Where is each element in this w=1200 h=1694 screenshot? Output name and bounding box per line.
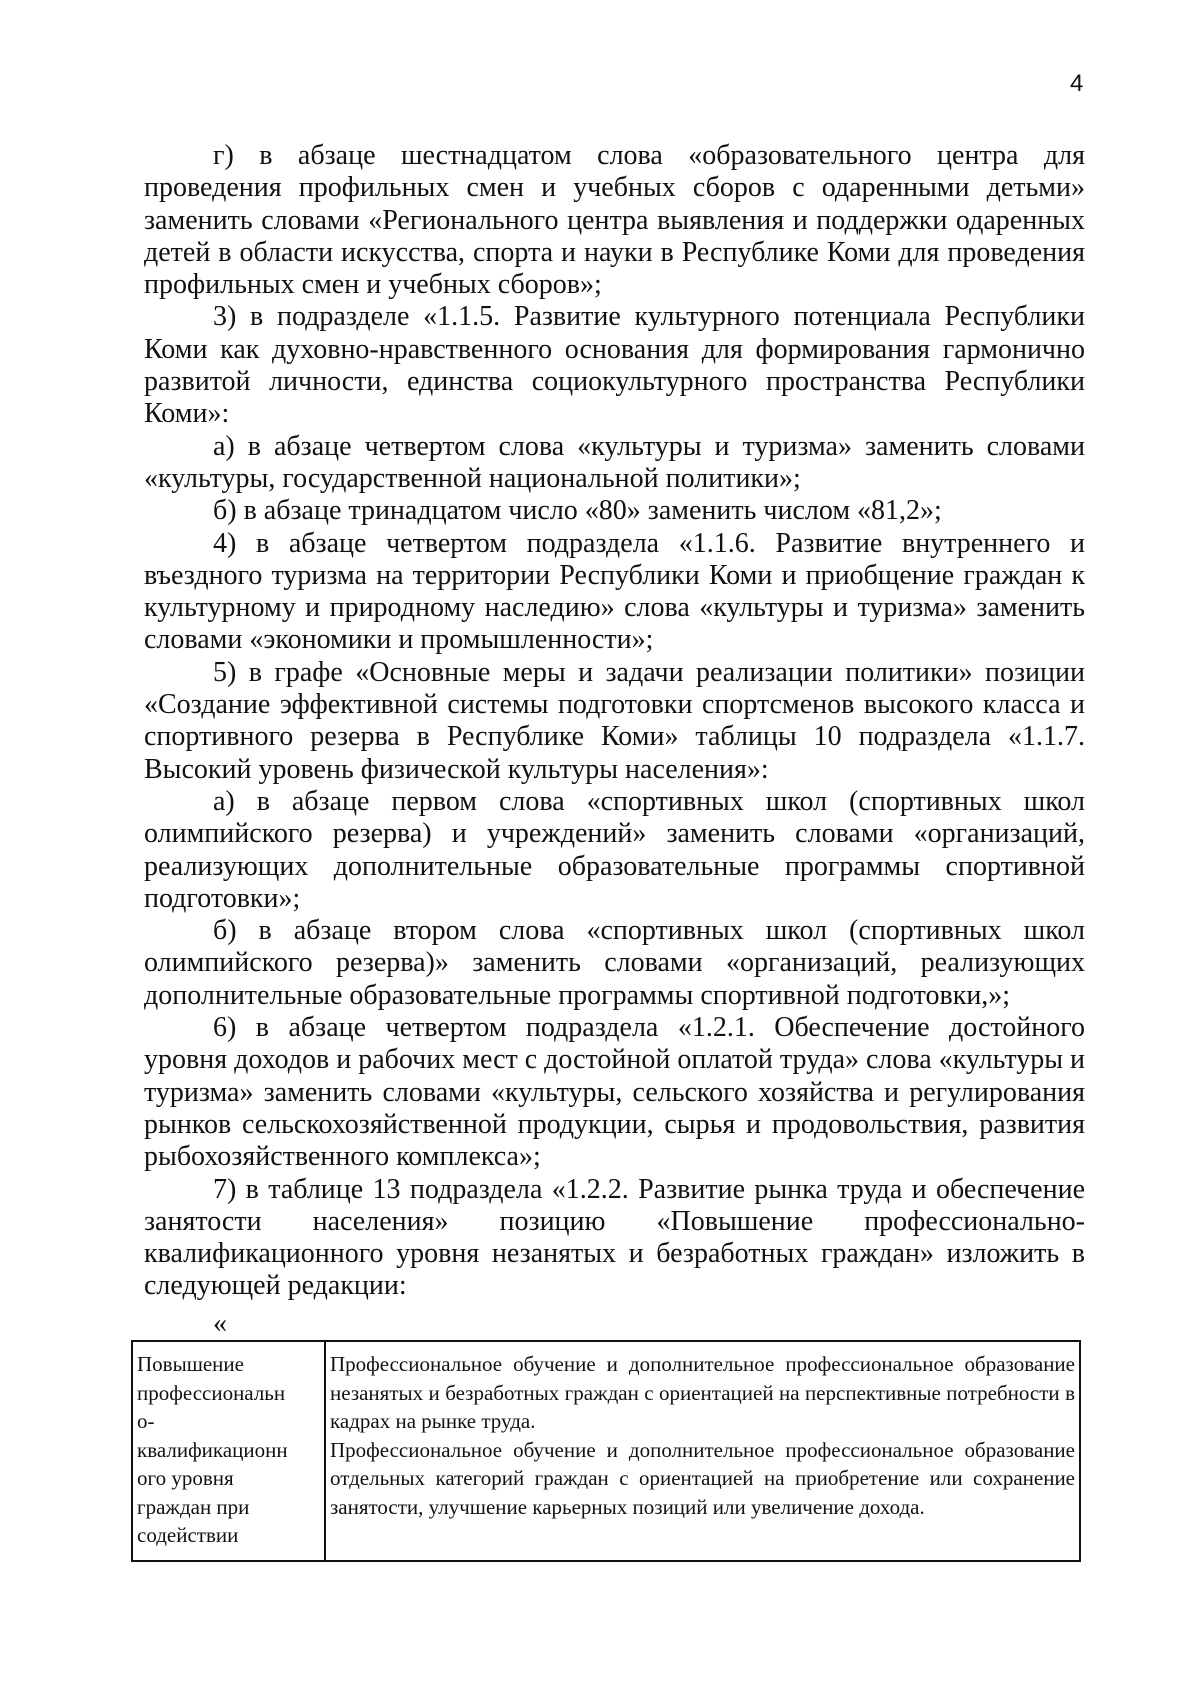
opening-quote-mark: « [213,1308,227,1339]
paragraph-item-3a: а) в абзаце четвертом слова «культуры и туризма» заменить словами «культуры, государственной национальной политики»; [144,430,1085,494]
position-name-cell [132,1341,325,1561]
paragraph-item-5b: б) в абзаце втором слова «спортивных школ (спортивных школ олимпийского резерва)» заменить словами «организаций, реализующих дополнительные образовательные программы спортивной подготовки,»; [144,915,1085,1011]
paragraph-item-7: 7) в таблице 13 подраздела «1.2.2. Развитие рынка труда и обеспечение занятости населения» позицию «Повышение профессионально-квалификационного уровня незанятых и безработных граждан» изложить в следующей редакции: [144,1173,1085,1302]
measures-table [131,1340,1081,1562]
position-name-line: содействии [137,1523,239,1547]
measure-paragraph: Профессиональное обучение и дополнительное профессиональное образование отдельных категорий граждан с ориентацией на приобретение или сохранение занятости, улучшение карьерных позиций или увеличение дохода. [330,1437,1075,1519]
position-name-line: ого уровня [137,1466,234,1490]
paragraph-item-5: 5) в графе «Основные меры и задачи реализации политики» позиции «Создание эффективной системы подготовки спортсменов высокого класса и спортивного резерва в Республике Коми» таблицы 10 подраздела «1.1.7. Высокий уровень физической культуры населения»: [144,656,1085,785]
measures-description-cell [325,1341,1080,1561]
paragraph-item-5a: а) в абзаце первом слова «спортивных школ (спортивных школ олимпийского резерва) и учреждений» заменить словами «организаций, реализующих дополнительные образовательные программы спортивной подготовки»; [144,785,1085,914]
paragraph-item-6: 6) в абзаце четвертом подраздела «1.2.1. Обеспечение достойного уровня доходов и рабочих мест с достойной оплатой труда» слова «культуры и туризма» заменить словами «культуры, сельского хозяйства и регулирования рынков сельскохозяйственной продукции, сырья и продовольствия, развития рыбохозяйственного комплекса»; [144,1012,1085,1173]
position-name-line: профессиональн [137,1380,286,1405]
table-row [132,1341,1080,1561]
page-number: 4 [1070,70,1084,97]
measure-paragraph: Профессиональное обучение и дополнительное профессиональное образование незанятых и безработных граждан с ориентацией на перспективные потребности в кадрах на рынке труда. [330,1352,1075,1433]
paragraph-g-sixteenth-abzac: г) в абзаце шестнадцатом слова «образовательного центра для проведения профильных смен и учебных сборов с одаренными детьми» заменить словами «Регионального центра выявления и поддержки одаренных детей в области искусства, спорта и науки в Республике Коми для проведения профильных смен и учебных сборов»; [144,140,1085,301]
position-name-line: о- [137,1409,155,1433]
position-name-line: Повышение [137,1352,244,1376]
position-name-line: граждан при [137,1494,250,1519]
paragraph-item-3: 3) в подразделе «1.1.5. Развитие культурного потенциала Республики Коми как духовно-нравственного основания для формирования гармонично развитой личности, единства социокультурного пространства Республики Коми»: [144,301,1085,430]
body-text [144,140,1085,1303]
paragraph-item-4: 4) в абзаце четвертом подраздела «1.1.6. Развитие внутреннего и въездного туризма на территории Республики Коми и приобщение граждан к культурному и природному наследию» слова «культуры и туризма» заменить словами «экономики и промышленности»; [144,527,1085,656]
position-name-line: квалификационн [137,1437,288,1462]
paragraph-item-3b: б) в абзаце тринадцатом число «80» заменить числом «81,2»; [213,495,942,527]
